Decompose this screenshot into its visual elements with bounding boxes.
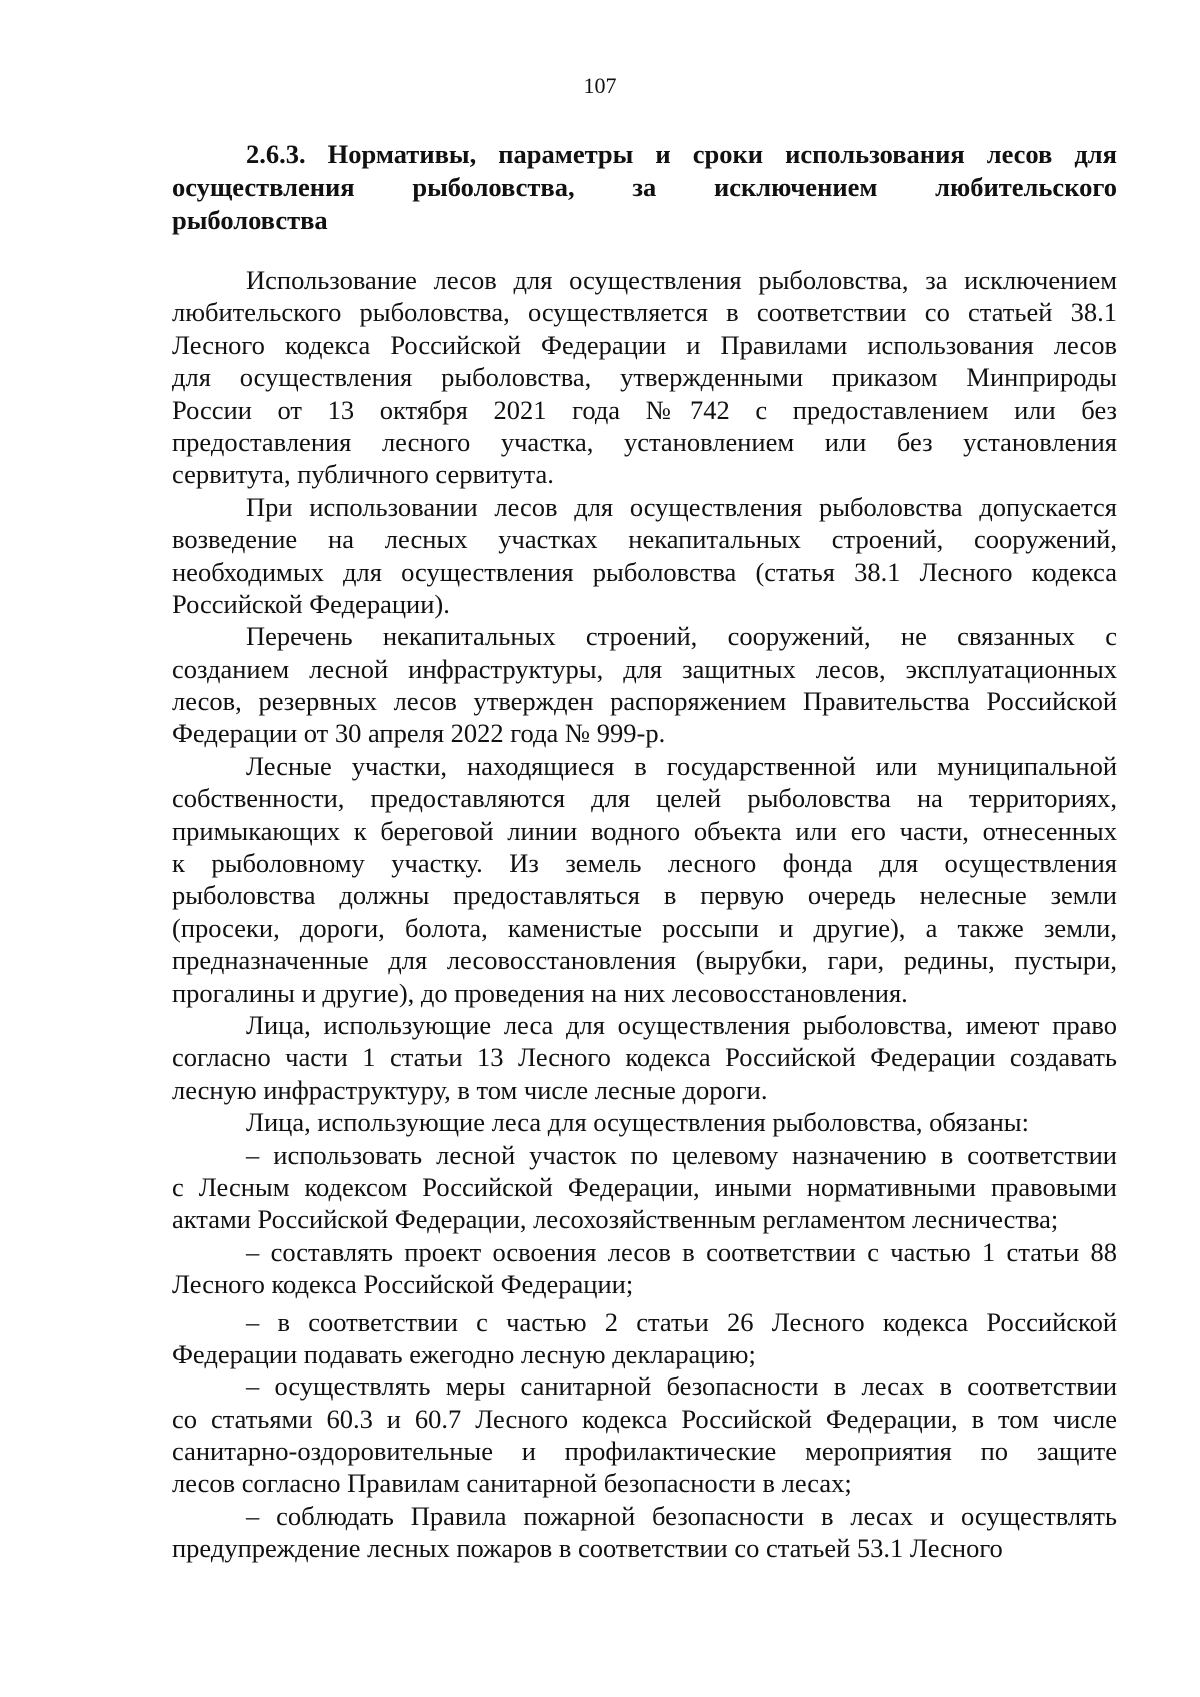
- text-line: с Лесным кодексом Российской Федерации, иными нормативными правовыми: [172, 1171, 1117, 1202]
- text-line: – составлять проект освоения лесов в соответствии с частью 1 статьи 88: [246, 1236, 1117, 1267]
- paragraph-infrastructure: [172, 1009, 1117, 1106]
- text-line: необходимых для осуществления рыболовства (статья 38.1 Лесного кодекса: [172, 556, 1117, 587]
- text-line: собственности, предоставляются для целей рыболовства на территориях,: [172, 783, 1117, 814]
- paragraph-item3: [172, 1306, 1117, 1371]
- text-line: созданием лесной инфраструктуры, для защитных лесов, эксплуатационных: [172, 653, 1117, 684]
- paragraph-plots: [172, 750, 1117, 1009]
- document-body: [172, 264, 1117, 1565]
- heading-line: осуществления рыболовства, за исключением любительского: [172, 172, 1117, 202]
- text-line: лесную инфраструктуру, в том числе лесные дороги.: [172, 1074, 768, 1105]
- text-line: – осуществлять меры санитарной безопасности в лесах в соответствии: [246, 1371, 1117, 1402]
- text-line: лесов согласно Правилам санитарной безопасности в лесах;: [172, 1468, 852, 1499]
- paragraph-item4: [172, 1370, 1117, 1500]
- text-line: – соблюдать Правила пожарной безопасности в лесах и осуществлять: [246, 1500, 1117, 1531]
- text-line: Лица, использующие леса для осуществления рыболовства, обязаны:: [246, 1107, 1029, 1138]
- text-line: (просеки, дороги, болота, каменистые россыпи и другие), а также земли,: [172, 912, 1117, 943]
- text-line: любительского рыболовства, осуществляется в соответствии со статьей 38.1: [172, 297, 1117, 328]
- text-line: к рыболовному участку. Из земель лесного фонда для осуществления: [172, 848, 1117, 879]
- text-line: предназначенные для лесовосстановления (вырубки, гари, редины, пустыри,: [172, 945, 1117, 976]
- text-line: сервитута, публичного сервитута.: [172, 459, 554, 490]
- text-line: прогалины и другие), до проведения на них лесовосстановления.: [172, 977, 908, 1008]
- text-line: Российской Федерации).: [172, 588, 450, 619]
- text-line: Лесные участки, находящиеся в государственной или муниципальной: [246, 750, 1117, 781]
- paragraph-structures: [172, 491, 1117, 621]
- paragraph-item1: [172, 1139, 1117, 1236]
- text-line: предупреждение лесных пожаров в соответствии со статьей 53.1 Лесного: [172, 1533, 1003, 1564]
- text-line: со статьями 60.3 и 60.7 Лесного кодекса Российской Федерации, в том числе: [172, 1403, 1117, 1434]
- text-line: согласно части 1 статьи 13 Лесного кодекса Российской Федерации создавать: [172, 1042, 1117, 1073]
- text-line: лесов, резервных лесов утвержден распоряжением Правительства Российской: [172, 686, 1117, 717]
- text-line: примыкающих к береговой линии водного объекта или его части, отнесенных: [172, 815, 1117, 846]
- text-line: Федерации от 30 апреля 2022 года № 999-р.: [172, 718, 666, 749]
- heading-line: рыболовства: [172, 205, 328, 235]
- paragraph-usage: [172, 264, 1117, 491]
- text-line: Использование лесов для осуществления рыболовства, за исключением: [246, 265, 1117, 295]
- text-line: Перечень некапитальных строений, сооружений, не связанных с: [246, 621, 1117, 652]
- paragraph-obligations: [172, 1106, 1117, 1138]
- paragraph-item2: [172, 1236, 1117, 1301]
- paragraph-list: [172, 620, 1117, 750]
- section-heading: [172, 138, 1117, 237]
- paragraph-item5: [172, 1500, 1117, 1565]
- heading-line: 2.6.3. Нормативы, параметры и сроки использования лесов для: [246, 139, 1117, 169]
- text-line: актами Российской Федерации, лесохозяйственным регламентом лесничества;: [172, 1204, 1059, 1235]
- text-line: При использовании лесов для осуществления рыболовства допускается: [246, 491, 1117, 522]
- text-line: Федерации подавать ежегодно лесную декларацию;: [172, 1338, 756, 1369]
- text-line: рыболовства должны предоставляться в первую очередь нелесные земли: [172, 880, 1117, 911]
- text-line: предоставления лесного участка, установлением или без установления: [172, 426, 1117, 457]
- text-line: Лица, использующие леса для осуществления рыболовства, имеют право: [246, 1009, 1117, 1040]
- text-line: Лесного кодекса Российской Федерации и Правилами использования лесов: [172, 329, 1117, 360]
- text-line: Лесного кодекса Российской Федерации;: [172, 1269, 634, 1300]
- text-line: – в соответствии с частью 2 статьи 26 Лесного кодекса Российской: [246, 1306, 1117, 1337]
- text-line: для осуществления рыболовства, утвержденными приказом Минприроды: [172, 362, 1117, 393]
- text-line: России от 13 октября 2021 года №742 с предоставлением или без: [172, 394, 1117, 425]
- text-line: возведение на лесных участках некапитальных строений, сооружений,: [172, 524, 1117, 555]
- text-line: – использовать лесной участок по целевому назначению в соответствии: [246, 1139, 1117, 1170]
- text-line: санитарно-оздоровительные и профилактические мероприятия по защите: [172, 1436, 1117, 1467]
- page-number: 107: [583, 73, 617, 98]
